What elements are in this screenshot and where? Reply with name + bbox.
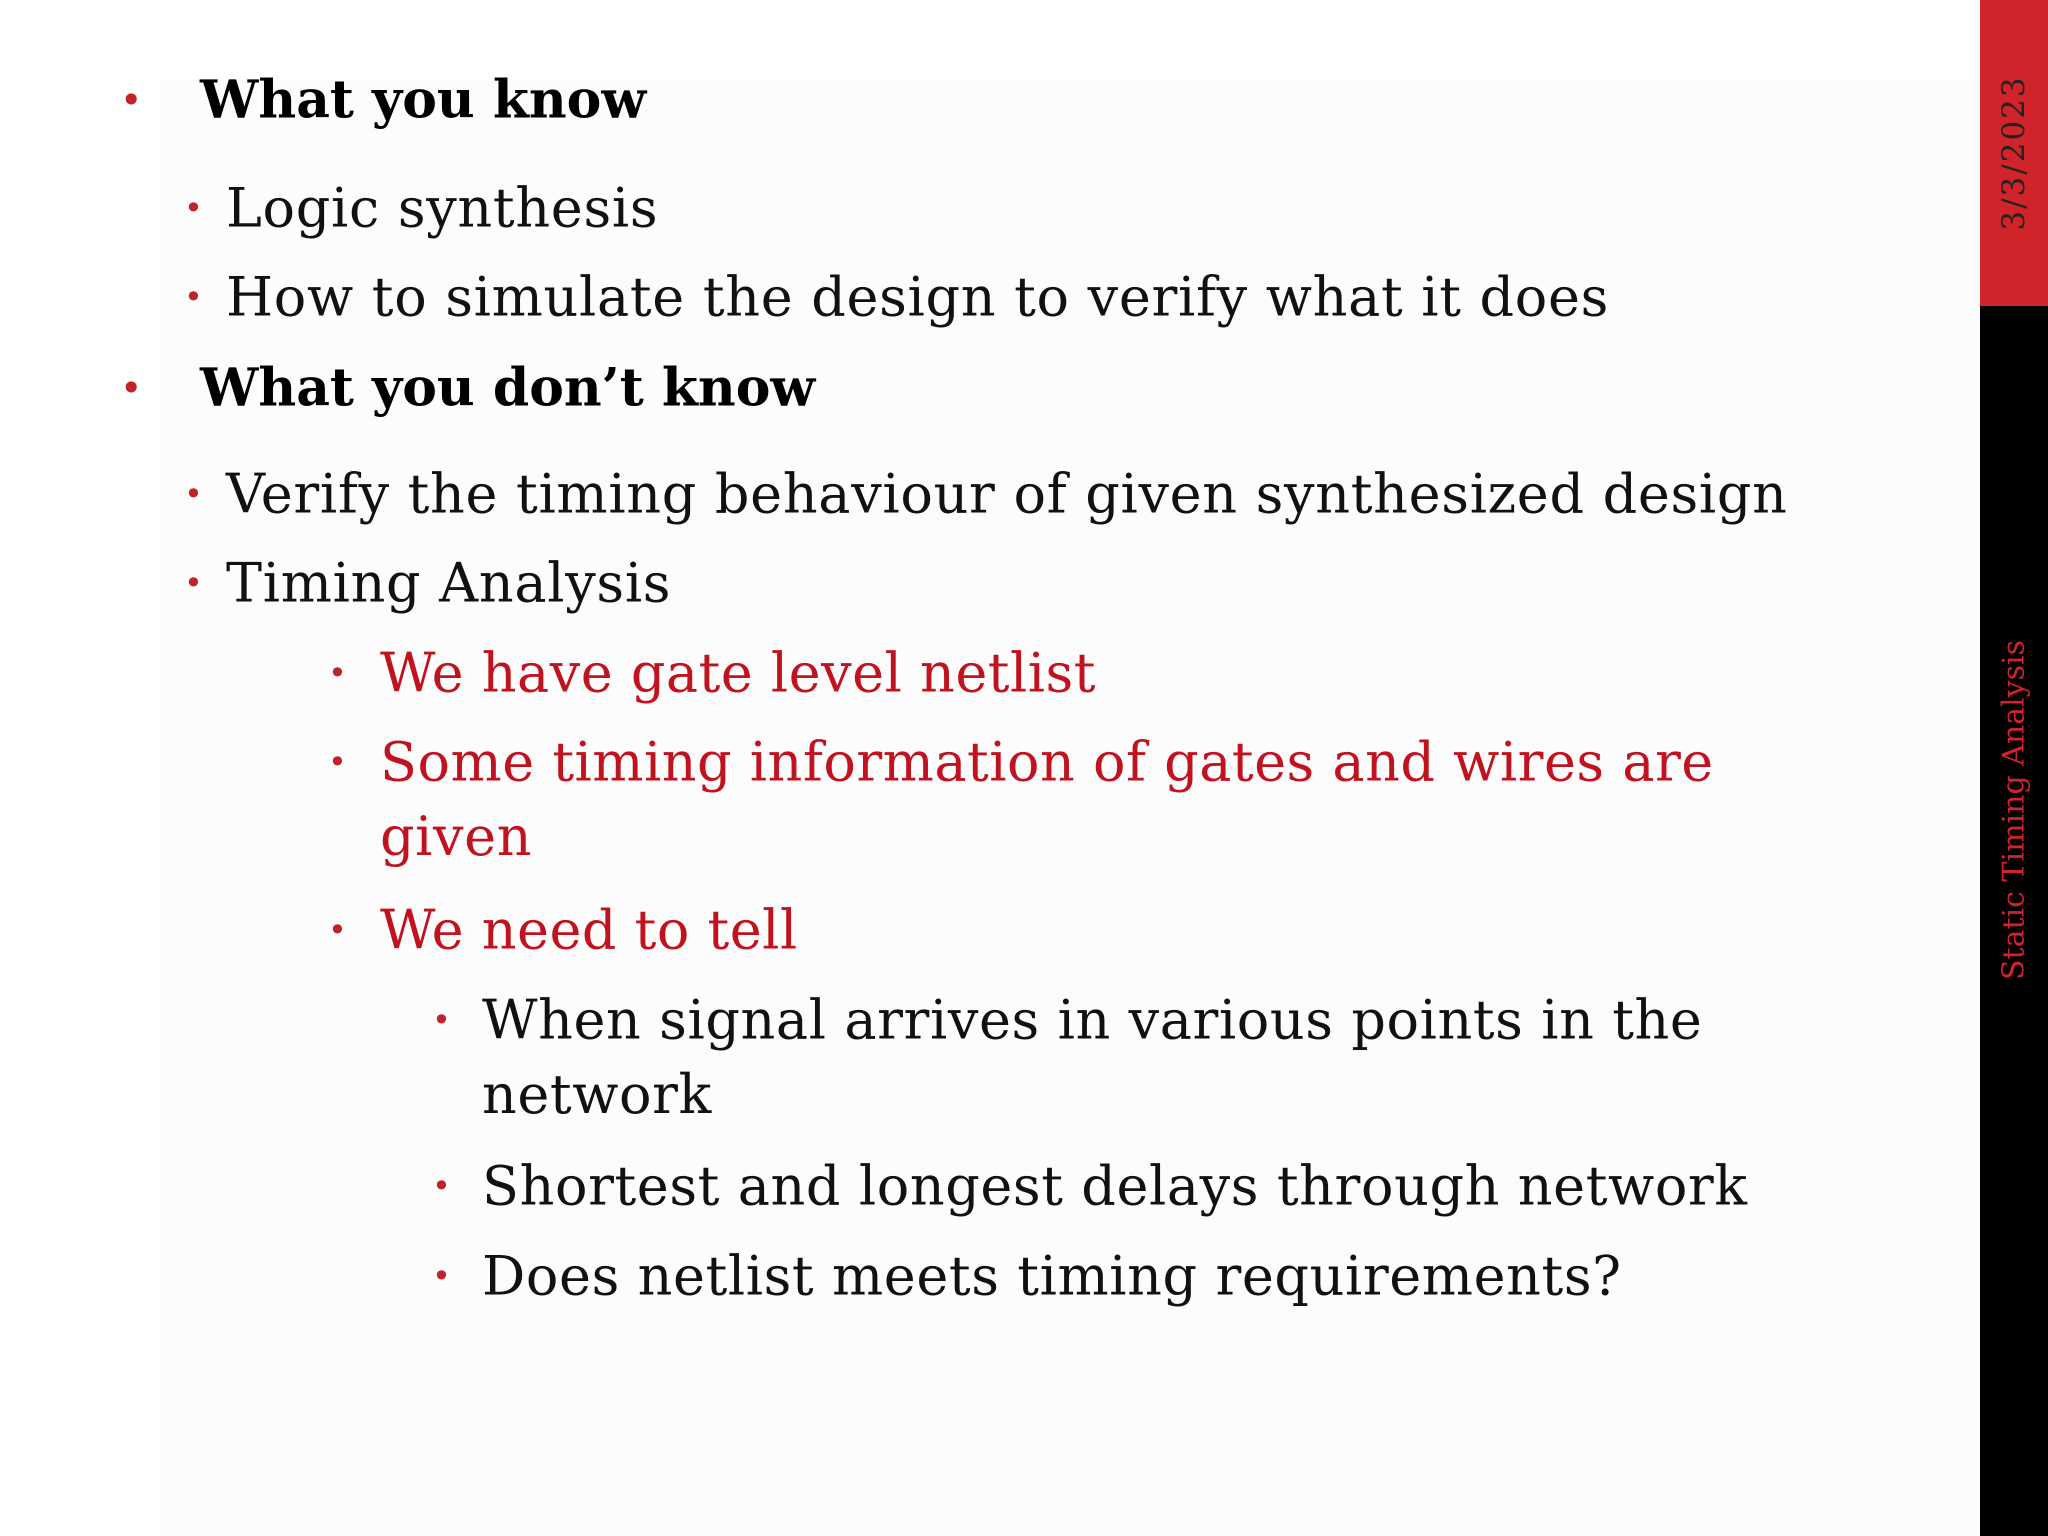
- bullet-dot: •: [184, 189, 203, 227]
- bullet-heading-dont-know: [0, 348, 1960, 428]
- bullet-dot: •: [328, 911, 347, 949]
- list-item-text: Timing Analysis: [226, 551, 672, 615]
- bullet-dot: •: [120, 366, 143, 410]
- slide-date: 3/3/2023: [1996, 75, 2032, 231]
- sub-list-item: [0, 633, 1960, 713]
- list-item-text: Verify the timing behaviour of given synthesized design: [226, 462, 1788, 526]
- list-item-text: Logic synthesis: [226, 176, 659, 240]
- sub-sub-list-item-continuation: network: [482, 1063, 712, 1126]
- list-item: [0, 257, 1960, 337]
- bullet-dot: •: [184, 475, 203, 513]
- sub-sub-list-item: [0, 1236, 1960, 1316]
- slide-footer-title: Static Timing Analysis: [1996, 640, 2032, 980]
- bullet-dot: •: [432, 1167, 451, 1205]
- sub-list-item-text: Some timing information of gates and wires are: [380, 730, 1714, 794]
- bullet-dot: •: [432, 1001, 451, 1039]
- sub-list-item-text: We need to tell: [380, 898, 798, 962]
- list-item: [0, 543, 1960, 623]
- sub-sub-list-item-text: Does netlist meets timing requirements?: [482, 1244, 1622, 1308]
- list-item: [0, 168, 1960, 248]
- sub-list-item-continuation: given: [380, 805, 533, 868]
- sub-sub-list-item-text: Shortest and longest delays through network: [482, 1154, 1748, 1218]
- slide-sidebar: [1980, 0, 2048, 1536]
- sub-sub-list-item: [0, 1146, 1960, 1226]
- list-item-text: How to simulate the design to verify what it does: [226, 265, 1610, 329]
- list-item: [0, 454, 1960, 534]
- sub-list-item-text: We have gate level netlist: [380, 641, 1096, 705]
- bullet-dot: •: [328, 743, 347, 781]
- heading-what-you-dont-know: What you don’t know: [200, 357, 816, 419]
- heading-what-you-know: What you know: [200, 69, 647, 131]
- bullet-dot: •: [184, 564, 203, 602]
- bullet-dot: •: [432, 1257, 451, 1295]
- bullet-dot: •: [184, 278, 203, 316]
- sub-sub-list-item-text: When signal arrives in various points in the: [482, 988, 1703, 1052]
- sub-sub-list-item: [0, 980, 1960, 1060]
- sub-list-item: [0, 890, 1960, 970]
- bullet-dot: •: [328, 654, 347, 692]
- bullet-heading-know: [0, 60, 1960, 140]
- bullet-dot: •: [120, 78, 143, 122]
- sub-list-item: [0, 722, 1960, 802]
